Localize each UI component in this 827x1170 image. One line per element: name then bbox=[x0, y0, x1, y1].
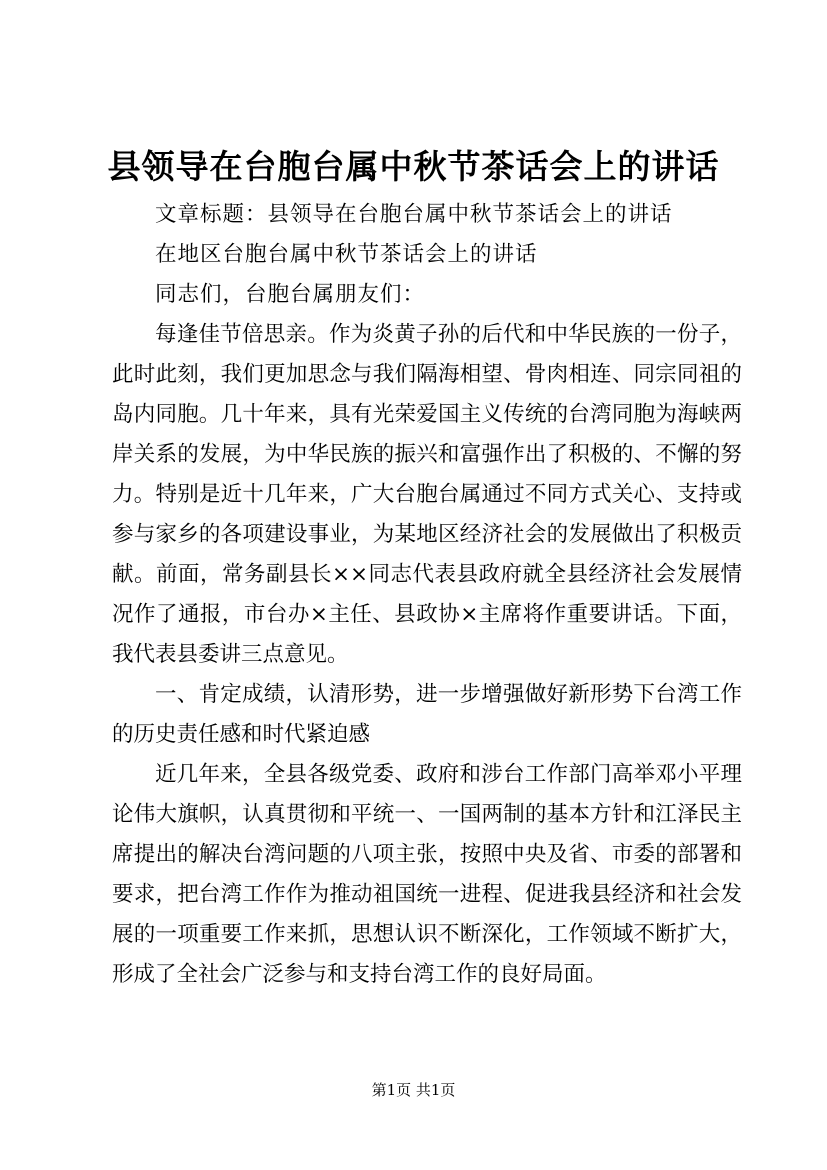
article-title-line: 文章标题：县领导在台胞台属中秋节茶话会上的讲话 bbox=[155, 202, 673, 227]
document-title: 县领导在台胞台属中秋节茶话会上的讲话 bbox=[107, 147, 720, 186]
section-heading-1: 一、肯定成绩，认清形势，进一步增强做好新形势下台湾工作的历史责任感和时代紧迫感 bbox=[112, 682, 742, 747]
paragraph-section-1: 近几年来，全县各级党委、政府和涉台工作部门高举邓小平理论伟大旗帜，认真贯彻和平统一、一国两制的基本方针和江泽民主席提出的解决台湾问题的八项主张，按照中央及省、市委的部署和要求，把台湾工作作为推动祖国统一进程、促进我县经济和社会发展的一项重要工作来抓，思想认识不断深化，工作领域不断扩大，形成了全社会广泛参与和支持台湾工作的良好局面。 bbox=[112, 762, 742, 987]
speech-subtitle: 在地区台胞台属中秋节茶话会上的讲话 bbox=[155, 242, 538, 267]
page-footer: 第1页 共1页 bbox=[371, 1081, 456, 1099]
document-body bbox=[112, 195, 742, 995]
paragraph-intro: 每逢佳节倍思亲。作为炎黄子孙的后代和中华民族的一份子，此时此刻，我们更加思念与我们隔海相望、骨肉相连、同宗同祖的岛内同胞。几十年来，具有光荣爱国主义传统的台湾同胞为海峡两岸关系的发展，为中华民族的振兴和富强作出了积极的、不懈的努力。特别是近十几年来，广大台胞台属通过不同方式关心、支持或参与家乡的各项建设事业，为某地区经济社会的发展做出了积极贡献。前面，常务副县长××同志代表县政府就全县经济社会发展情况作了通报，市台办×主任、县政协×主席将作重要讲话。下面，我代表县委讲三点意见。 bbox=[112, 322, 742, 667]
salutation: 同志们，台胞台属朋友们： bbox=[155, 282, 426, 307]
